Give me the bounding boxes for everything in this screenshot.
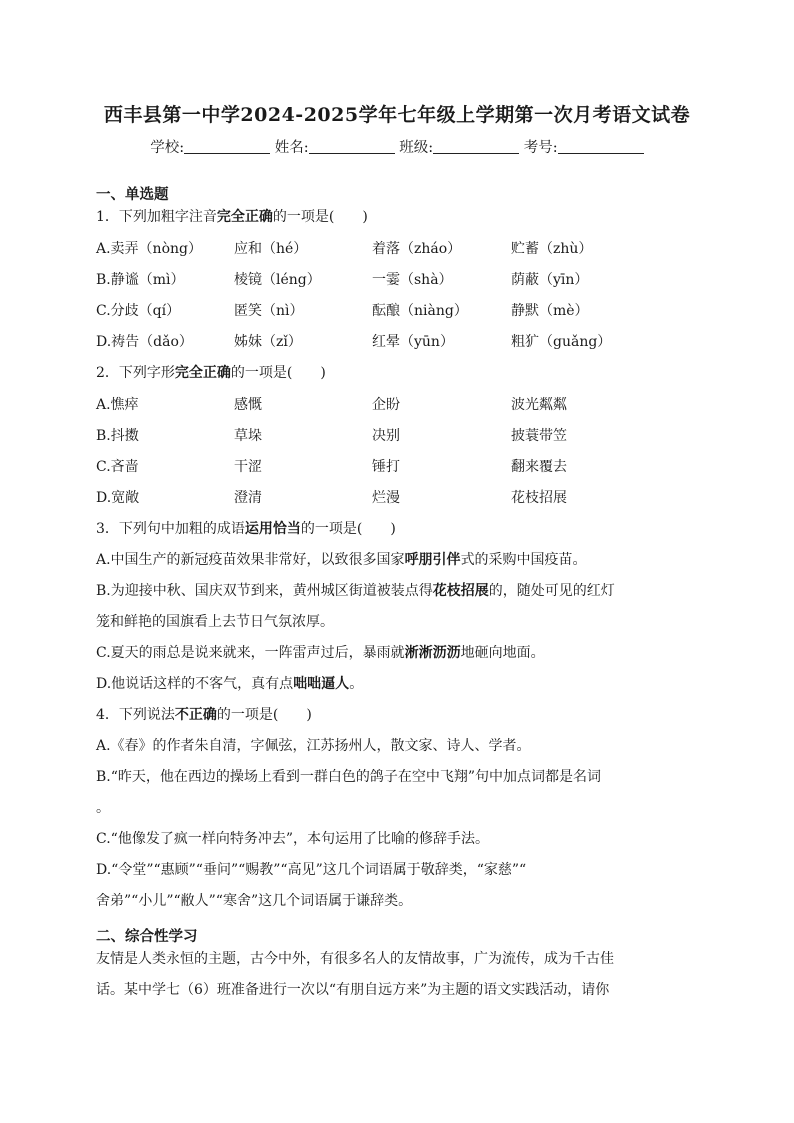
q2-option-a3: 企盼 bbox=[372, 397, 400, 413]
number-label: 考号: bbox=[523, 140, 558, 156]
q1-option-c3: 酝酿（niàng） bbox=[372, 303, 468, 319]
q1-option-c4: 静默（mè） bbox=[511, 303, 589, 319]
q4-option-d[interactable]: D.“令堂”“惠顾”“垂问”“赐教”“高见”这几个词语属于敬辞类，“家慈”“ bbox=[96, 862, 527, 878]
q4-option-b-cont: 。 bbox=[96, 800, 110, 816]
q2-stem: 2．下列字形完全正确的一项是( ) bbox=[96, 365, 326, 381]
q1-option-a3: 着落（zháo） bbox=[372, 241, 462, 257]
q2-option-d3: 烂漫 bbox=[372, 490, 400, 506]
q2-option-d4: 花枝招展 bbox=[511, 490, 567, 506]
q3-stem: 3．下列句中加粗的成语运用恰当的一项是( ) bbox=[96, 521, 396, 537]
name-blank[interactable] bbox=[309, 139, 395, 154]
q2-option-c1[interactable]: C.吝啬 bbox=[96, 459, 139, 475]
q1-option-a2: 应和（hé） bbox=[234, 241, 308, 257]
q2-option-b2: 草垛 bbox=[234, 428, 262, 444]
q1-option-a4: 贮蓄（zhù） bbox=[511, 241, 593, 257]
q1-stem: 1．下列加粗字注音完全正确的一项是( ) bbox=[96, 209, 368, 225]
student-info-line bbox=[0, 136, 794, 157]
q4-stem: 4．下列说法不正确的一项是( ) bbox=[96, 707, 312, 723]
section-single-choice: 一、单选题 bbox=[96, 186, 169, 203]
q1-option-c2: 匿笑（nì） bbox=[234, 303, 304, 319]
class-blank[interactable] bbox=[433, 139, 519, 154]
q3-option-a[interactable]: A.中国生产的新冠疫苗效果非常好，以致很多国家呼朋引伴式的采购中国疫苗。 bbox=[96, 552, 587, 568]
school-blank[interactable] bbox=[184, 139, 270, 154]
q2-option-a2: 感慨 bbox=[234, 397, 262, 413]
q2-option-d1[interactable]: D.宽敞 bbox=[96, 490, 140, 506]
q1-option-d1[interactable]: D.祷告（dǎo） bbox=[96, 334, 193, 350]
q2-option-b1[interactable]: B.抖擞 bbox=[96, 428, 139, 444]
q2-option-a4: 波光粼粼 bbox=[511, 397, 567, 413]
q1-option-b2: 棱镜（léng） bbox=[234, 272, 321, 288]
q1-option-d2: 姊妹（zǐ） bbox=[234, 334, 302, 350]
exam-title: 西丰县第一中学2024-2025学年七年级上学期第一次月考语文试卷 bbox=[103, 104, 691, 126]
q2-option-c4: 翻来覆去 bbox=[511, 459, 567, 475]
school-label: 学校: bbox=[150, 140, 185, 156]
q4-option-c[interactable]: C.“他像发了疯一样向特务冲去”，本句运用了比喻的修辞手法。 bbox=[96, 831, 489, 847]
q1-option-c1[interactable]: C.分歧（qí） bbox=[96, 303, 181, 319]
q4-option-b[interactable]: B.“昨天，他在西边的操场上看到一群白色的鸽子在空中飞翔”句中加点词都是名词 bbox=[96, 769, 602, 785]
section-comprehensive: 二、综合性学习 bbox=[96, 928, 198, 945]
q3-option-b-cont: 笼和鲜艳的国旗看上去节日气氛浓厚。 bbox=[96, 614, 334, 630]
passage-line-2: 话。某中学七（6）班准备进行一次以“有朋自远方来”为主题的语文实践活动，请你 bbox=[96, 982, 610, 998]
q1-option-b4: 荫蔽（yīn） bbox=[511, 272, 589, 288]
q1-option-b3: 一霎（shà） bbox=[372, 272, 453, 288]
q4-option-a[interactable]: A.《春》的作者朱自清，字佩弦，江苏扬州人，散文家、诗人、学者。 bbox=[96, 738, 531, 754]
number-blank[interactable] bbox=[558, 139, 644, 154]
q2-option-a1[interactable]: A.憔瘁 bbox=[96, 397, 139, 413]
q2-option-c2: 干涩 bbox=[234, 459, 262, 475]
q3-option-b[interactable]: B.为迎接中秋、国庆双节到来，黄州城区街道被装点得花枝招展的，随处可见的红灯 bbox=[96, 583, 615, 599]
q1-option-d3: 红晕（yūn） bbox=[372, 334, 454, 350]
q2-option-c3: 锤打 bbox=[372, 459, 400, 475]
q2-option-d2: 澄清 bbox=[234, 490, 262, 506]
q2-option-b3: 决别 bbox=[372, 428, 400, 444]
q1-option-d4: 粗犷（guǎng） bbox=[511, 334, 612, 350]
q2-option-b4: 披蓑带笠 bbox=[511, 428, 567, 444]
q1-option-b1[interactable]: B.静谧（mì） bbox=[96, 272, 185, 288]
q1-option-a1[interactable]: A.卖弄（nòng） bbox=[96, 241, 202, 257]
name-label: 姓名: bbox=[274, 140, 309, 156]
passage-line-1: 友情是人类永恒的主题，古今中外，有很多名人的友情故事，广为流传，成为千古佳 bbox=[96, 951, 614, 967]
q3-option-d[interactable]: D.他说话这样的不客气，真有点咄咄逼人。 bbox=[96, 676, 364, 692]
q4-option-d-cont: 舍弟”“小儿”“敝人”“寒舍”这几个词语属于谦辞类。 bbox=[96, 893, 413, 909]
class-label: 班级: bbox=[399, 140, 434, 156]
q3-option-c[interactable]: C.夏天的雨总是说来就来，一阵雷声过后，暴雨就淅淅沥沥地砸向地面。 bbox=[96, 645, 545, 661]
